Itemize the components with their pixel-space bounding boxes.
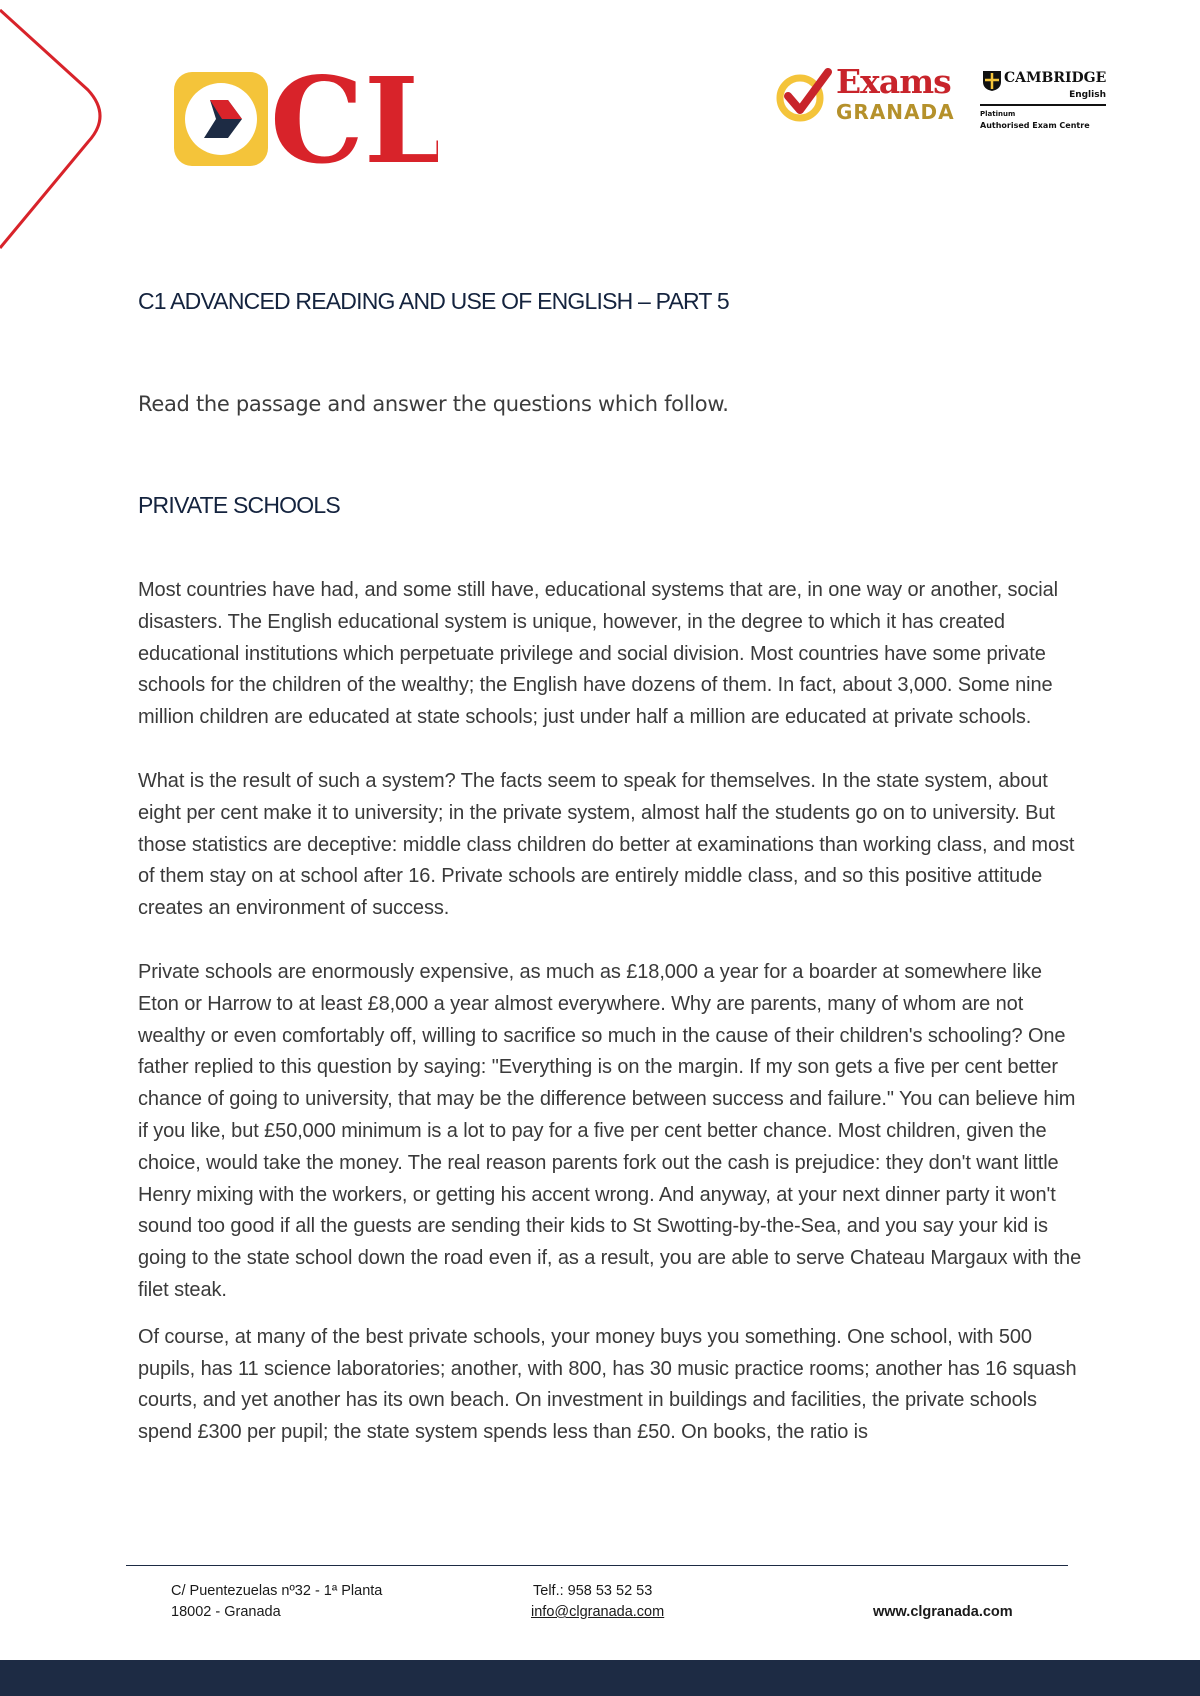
footer-address-line1: C/ Puentezuelas nº32 - 1ª Planta [171,1583,383,1599]
footer-email-link[interactable]: info@clgranada.com [531,1604,665,1620]
footer-divider [126,1565,1068,1566]
footer-website-link[interactable]: www.clgranada.com [873,1604,1013,1620]
cl-logo-text: CL [270,70,438,170]
granada-logo-word: GRANADA [836,100,955,124]
cambridge-platinum-label: Platinum [980,110,1016,118]
footer-address-line2: 18002 - Granada [171,1604,281,1620]
cambridge-logo-sub: English [1069,90,1106,100]
cambridge-centre-label: Authorised Exam Centre [980,121,1090,130]
exams-logo-word: Exams [836,62,951,101]
passage-heading: PRIVATE SCHOOLS [138,492,340,518]
cambridge-logo [980,70,1110,134]
cambridge-logo-rule [980,104,1106,106]
instruction-text: Read the passage and answer the questions which follow. [138,392,729,416]
passage-paragraph-3: Private schools are enormously expensive, as much as £18,000 a year for a boarder at somewhere like Eton or Harrow to at least £8,000 a year almost everywhere. Why are parents, many of whom are not wealthy or even comfortably off, willing to sacrifice so much in the cause of their children's schooling? One father replied to this question by saying: "Everything is on the margin. If my son gets a five per cent better chance of going to university, that may be the difference between success and failure." You can believe him if you like, but £50,000 minimum is a lot to pay for a five per cent better chance. Most children, given the choice, would take the money. The real reason parents fork out the cash is prejudice: they don't want little Henry mixing with the workers, or getting his accent wrong. And anyway, at your next dinner party it won't sound too good if all the guests are sending their kids to St Swotting-by-the-Sea, and you say your kid is going to the state school down the road even if, as a result, you are able to serve Chateau Margaux with the filet steak. [138,960,1082,1301]
cl-logo [172,70,438,174]
cambridge-logo-word: CAMBRIDGE [1004,70,1107,86]
passage-paragraph-4: Of course, at many of the best private schools, your money buys you something. One school, with 500 pupils, has 11 science laboratories; another, with 800, has 30 music practice rooms; another has 16 squash courts, and yet another has its own beach. On investment in buildings and facilities, the private schools spend £300 per pupil; the state system spends less than £50. On books, the ratio is [138,1325,1077,1444]
cambridge-shield-icon [982,70,1002,92]
footer-bar [0,1660,1200,1696]
cl-logo-graphic [172,70,438,170]
corner-decoration [0,0,120,260]
passage [138,575,1084,1449]
page-title: C1 ADVANCED READING AND USE OF ENGLISH – PART 5 [138,288,729,314]
exams-granada-logo [776,62,956,126]
checkmark-icon [776,68,834,126]
passage-paragraph-1: Most countries have had, and some still have, educational systems that are, in one way or another, social disasters. The English educational system is unique, however, in the degree to which it has created educational institutions which perpetuate privilege and social division. Most countries have some private schools for the children of the wealthy; the English have dozens of them. In fact, about 3,000. Some nine million children are educated at state schools; just under half a million are educated at private schools. [138,579,1059,729]
passage-paragraph-2: What is the result of such a system? The facts seem to speak for themselves. In the state system, about eight per cent make it to university; in the private system, almost half the students go on to university. But those statistics are deceptive: middle class children do better at examinations than working class, and most of them stay on at school after 16. Private schools are entirely middle class, and so this positive attitude creates an environment of success. [138,769,1075,920]
footer-phone: Telf.: 958 53 52 53 [533,1583,653,1599]
